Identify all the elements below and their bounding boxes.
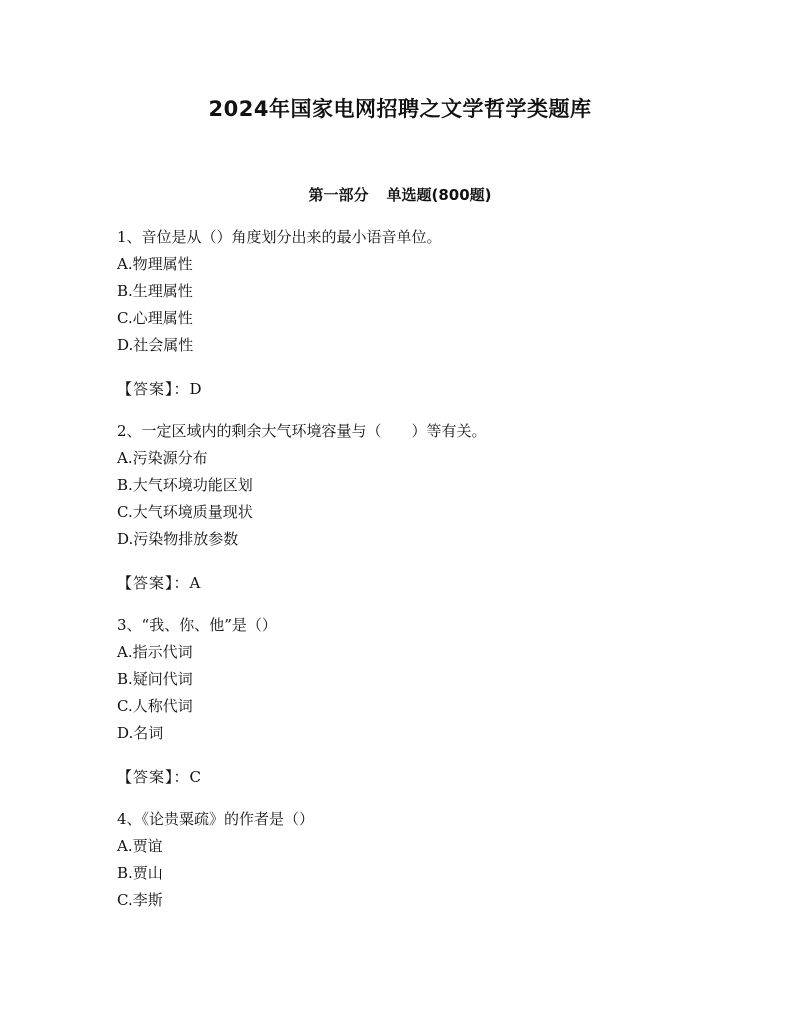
question-option: B.贾山 bbox=[117, 864, 163, 882]
question-option: D.名词 bbox=[117, 724, 164, 742]
answer-label: 【答案】： bbox=[117, 574, 190, 592]
question-item bbox=[117, 806, 717, 914]
question-stem: 3、“我、你、他”是（） bbox=[117, 616, 277, 634]
question-option: B.疑问代词 bbox=[117, 670, 193, 688]
question-option: A.物理属性 bbox=[117, 255, 193, 273]
question-option: D.社会属性 bbox=[117, 336, 194, 354]
question-stem: 4、《论贵粟疏》的作者是（） bbox=[117, 810, 315, 828]
document-title: 2024年国家电网招聘之文学哲学类题库 bbox=[208, 97, 592, 121]
question-option: A.污染源分布 bbox=[117, 449, 208, 467]
question-option: D.污染物排放参数 bbox=[117, 530, 239, 548]
question-option: C.心理属性 bbox=[117, 309, 193, 327]
question-option: B.大气环境功能区划 bbox=[117, 476, 253, 494]
answer-line bbox=[117, 764, 717, 791]
question-option: A.贾谊 bbox=[117, 837, 163, 855]
answer-label: 【答案】： bbox=[117, 768, 190, 786]
question-list bbox=[117, 224, 717, 914]
question-stem: 2、一定区域内的剩余大气环境容量与（ ）等有关。 bbox=[117, 422, 487, 440]
question-option: C.李斯 bbox=[117, 891, 163, 909]
answer-value: A bbox=[189, 574, 201, 592]
answer-label: 【答案】： bbox=[117, 380, 190, 398]
question-item bbox=[117, 224, 717, 403]
question-stem: 1、音位是从（）角度划分出来的最小语音单位。 bbox=[117, 228, 442, 246]
question-item bbox=[117, 612, 717, 791]
question-option: C.人称代词 bbox=[117, 697, 193, 715]
question-item bbox=[117, 418, 717, 597]
section-name: 单选题(800题) bbox=[386, 186, 492, 204]
section-title bbox=[0, 184, 800, 205]
question-option: B.生理属性 bbox=[117, 282, 193, 300]
answer-line bbox=[117, 570, 717, 597]
answer-value: D bbox=[189, 380, 202, 398]
question-option: C.大气环境质量现状 bbox=[117, 503, 253, 521]
answer-line bbox=[117, 376, 717, 403]
section-part: 第一部分 bbox=[308, 186, 369, 204]
question-option: A.指示代词 bbox=[117, 643, 193, 661]
answer-value: C bbox=[189, 768, 201, 786]
